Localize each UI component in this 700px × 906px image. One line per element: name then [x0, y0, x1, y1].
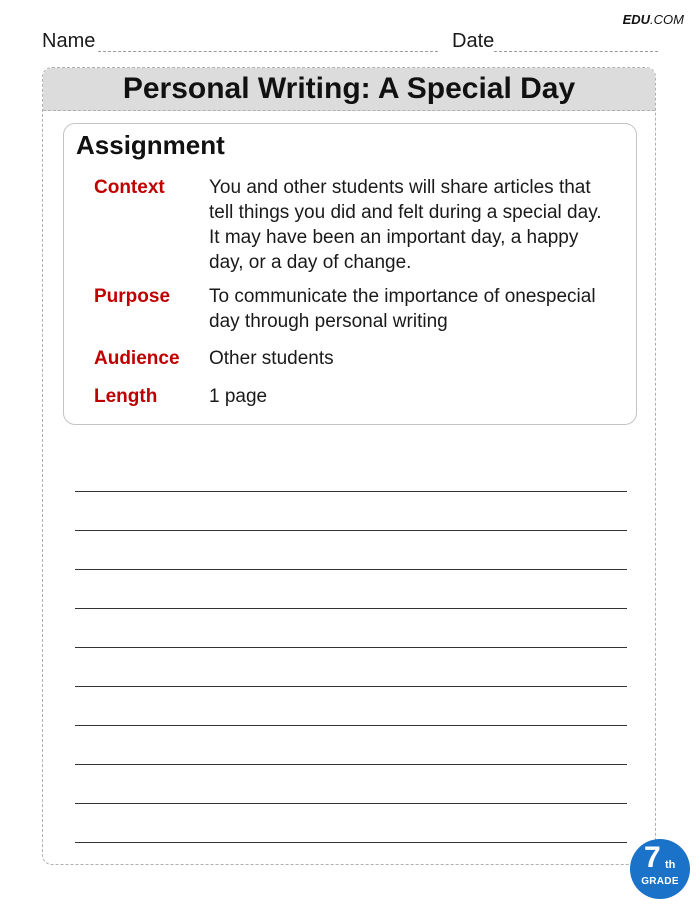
writing-line[interactable] — [75, 764, 627, 765]
context-text: You and other students will share articles that tell things you did and felt during a special day. It may have been an important day, a happy day, or a day of change. — [209, 177, 602, 273]
edu-logo: EDU.COM — [622, 12, 684, 27]
length-text: 1 page — [209, 386, 268, 407]
name-field[interactable] — [98, 51, 438, 52]
audience-label: Audience — [94, 348, 180, 369]
worksheet-title: Personal Writing: A Special Day — [43, 68, 655, 111]
grade-label: GRADE — [641, 876, 679, 887]
assignment-box — [63, 123, 637, 425]
writing-line[interactable] — [75, 842, 627, 843]
worksheet-frame — [42, 67, 656, 865]
purpose-text: To communicate the importance of onespecial day through personal writing — [209, 286, 596, 332]
grade-badge — [630, 839, 690, 899]
name-label: Name — [42, 30, 96, 52]
writing-line[interactable] — [75, 647, 627, 648]
date-field[interactable] — [494, 51, 658, 52]
purpose-label: Purpose — [94, 286, 171, 307]
grade-number: 7 — [644, 841, 661, 874]
assignment-row-purpose — [94, 284, 609, 334]
assignment-row-audience — [94, 346, 609, 371]
assignment-row-context — [94, 175, 609, 275]
writing-line[interactable] — [75, 686, 627, 687]
writing-line[interactable] — [75, 569, 627, 570]
grade-suffix: th — [665, 859, 676, 871]
writing-line[interactable] — [75, 803, 627, 804]
audience-text: Other students — [209, 348, 334, 369]
assignment-row-length — [94, 384, 609, 409]
writing-line[interactable] — [75, 608, 627, 609]
writing-line[interactable] — [75, 725, 627, 726]
writing-line[interactable] — [75, 491, 627, 492]
writing-line[interactable] — [75, 530, 627, 531]
length-label: Length — [94, 386, 158, 407]
writing-area[interactable] — [75, 491, 627, 865]
assignment-heading: Assignment — [76, 130, 225, 160]
context-label: Context — [94, 177, 165, 198]
date-label: Date — [452, 30, 495, 52]
